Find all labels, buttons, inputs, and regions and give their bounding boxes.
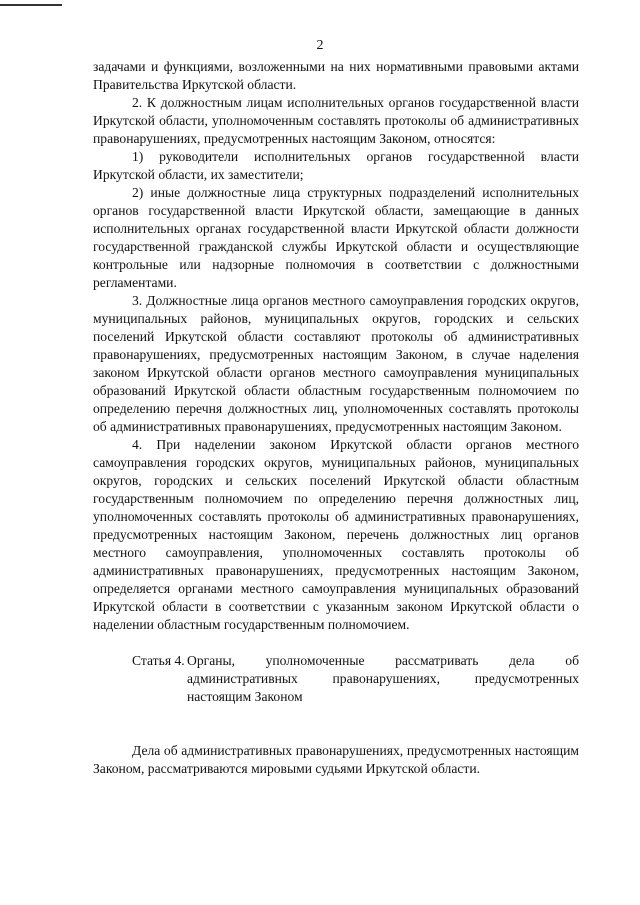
paragraph: 3. Должностные лица органов местного самоуправления городских округов, муниципальных районов, муниципальных округов, городских и сельских поселений Иркутской области составляют протоколы об административных правонарушениях, предусмотренных настоящим Законом, в случае наделения законом Иркутской области органов местного самоуправления муниципальных образований Иркутской области областным государственным полномочием по определению перечня должностных лиц, уполномоченных составлять протоколы об административных правонарушениях, предусмотренных настоящим Законом. [93, 293, 579, 434]
article-heading [93, 652, 579, 706]
document-body [93, 58, 579, 778]
paragraph: 2. К должностным лицам исполнительных органов государственной власти Иркутской области, уполномоченным составлять протоколы об административных правонарушениях, предусмотренных настоящим Законом, относятся: [93, 95, 579, 146]
paragraph: задачами и функциями, возложенными на них нормативными правовыми актами Правительства Иркутской области. [93, 59, 579, 92]
list-item: 1) руководители исполнительных органов государственной власти Иркутской области, их заместители; [93, 149, 579, 182]
paragraph: 4. При наделении законом Иркутской области органов местного самоуправления городских округов, муниципальных районов, муниципальных округов, городских и сельских поселений Иркутской области областным государственным полномочием по определению перечня должностных лиц, уполномоченных составлять протоколы об административных правонарушениях, предусмотренных настоящим Законом, перечень должностных лиц органов местного самоуправления, уполномоченных составлять протоколы об административных правонарушениях, предусмотренных настоящим Законом, определяется органами местного самоуправления муниципальных образований Иркутской области в соответствии с указанным законом Иркутской области о наделении областным государственным полномочием. [93, 437, 579, 632]
list-item: 2) иные должностные лица структурных подразделений исполнительных органов государственной власти Иркутской области, замещающие в данных исполнительных органах государственной власти Иркутской области должности государственной гражданской службы Иркутской области и осуществляющие контрольные или надзорные полномочия в соответствии с должностными регламентами. [93, 185, 579, 290]
page-number: 2 [316, 38, 324, 53]
article-title: Органы, уполномоченные рассматривать дела об административных правонарушениях, предусмотренных настоящим Законом [187, 653, 579, 704]
article-number: Статья 4. [132, 653, 185, 668]
corner-mark [0, 4, 62, 6]
closing-paragraph: Дела об административных правонарушениях, предусмотренных настоящим Законом, рассматриваются мировыми судьями Иркутской области. [93, 743, 579, 776]
